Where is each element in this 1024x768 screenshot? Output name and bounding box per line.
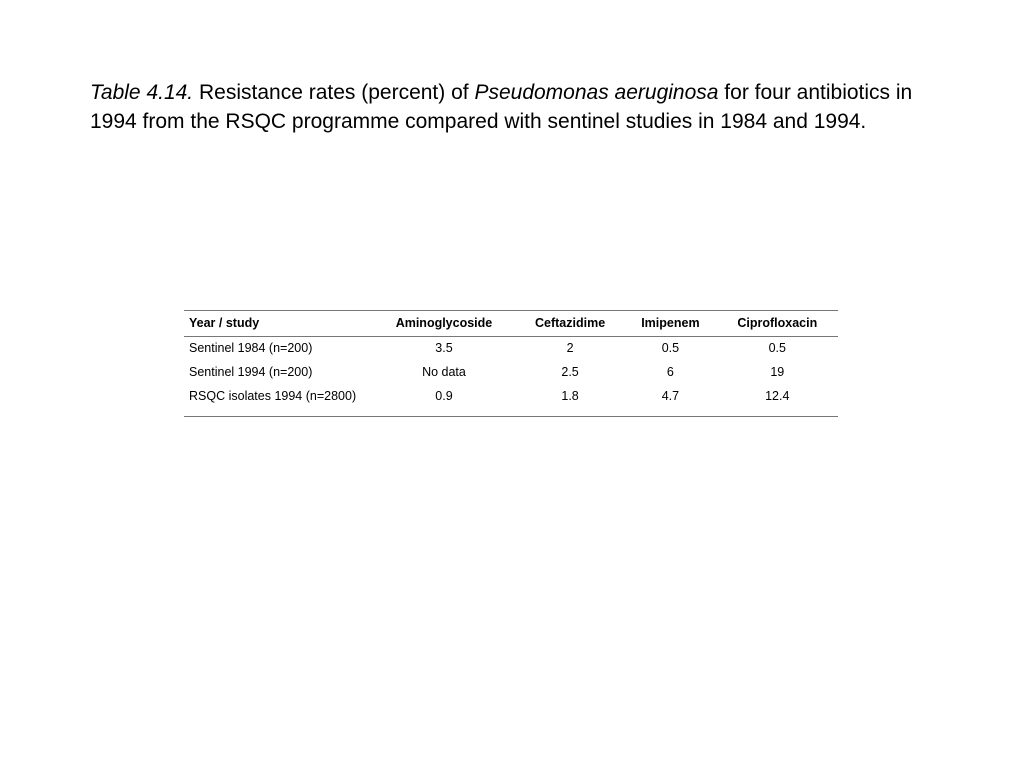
cell-ciprofloxacin: 0.5: [768, 341, 786, 355]
caption-text-after: for four antibiotics in 1994 from the RSQC programme compared with sentinel studies in 1984 and 1994.: [90, 81, 913, 133]
cell-aminoglycoside: No data: [422, 364, 466, 379]
resistance-rates-table: [184, 310, 838, 417]
header-year-study: Year / study: [189, 316, 260, 330]
row-study: RSQC isolates 1994 (n=2800): [189, 388, 357, 403]
header-ceftazidime: Ceftazidime: [535, 316, 606, 330]
cell-ceftazidime: 2.5: [561, 364, 579, 379]
header-aminoglycoside: Aminoglycoside: [395, 316, 493, 330]
cell-imipenem: 4.7: [661, 388, 680, 403]
table-header: [184, 311, 838, 337]
table-row: [184, 385, 838, 417]
header-imipenem: Imipenem: [641, 316, 700, 330]
header-row: [184, 311, 838, 337]
cell-aminoglycoside: 0.9: [435, 388, 453, 403]
caption-organism: Pseudomonas aeruginosa: [474, 81, 719, 104]
cell-aminoglycoside: 3.5: [435, 341, 453, 355]
cell-ciprofloxacin: 12.4: [765, 388, 790, 403]
header-ciprofloxacin: Ciprofloxacin: [737, 316, 818, 330]
row-study: Sentinel 1984 (n=200): [189, 341, 313, 355]
cell-ciprofloxacin: 19: [770, 364, 785, 379]
table-row: [184, 361, 838, 385]
cell-imipenem: 0.5: [661, 341, 680, 355]
caption-label: Table 4.14.: [90, 81, 194, 104]
table-body: [184, 337, 838, 417]
row-study: Sentinel 1994 (n=200): [189, 364, 313, 379]
cell-ceftazidime: 1.8: [561, 388, 579, 403]
cell-ceftazidime: 2: [566, 341, 574, 355]
table-caption: [90, 78, 920, 136]
caption-text-before: Resistance rates (percent) of: [193, 81, 475, 104]
cell-imipenem: 6: [666, 364, 674, 379]
table-row: [184, 337, 838, 361]
